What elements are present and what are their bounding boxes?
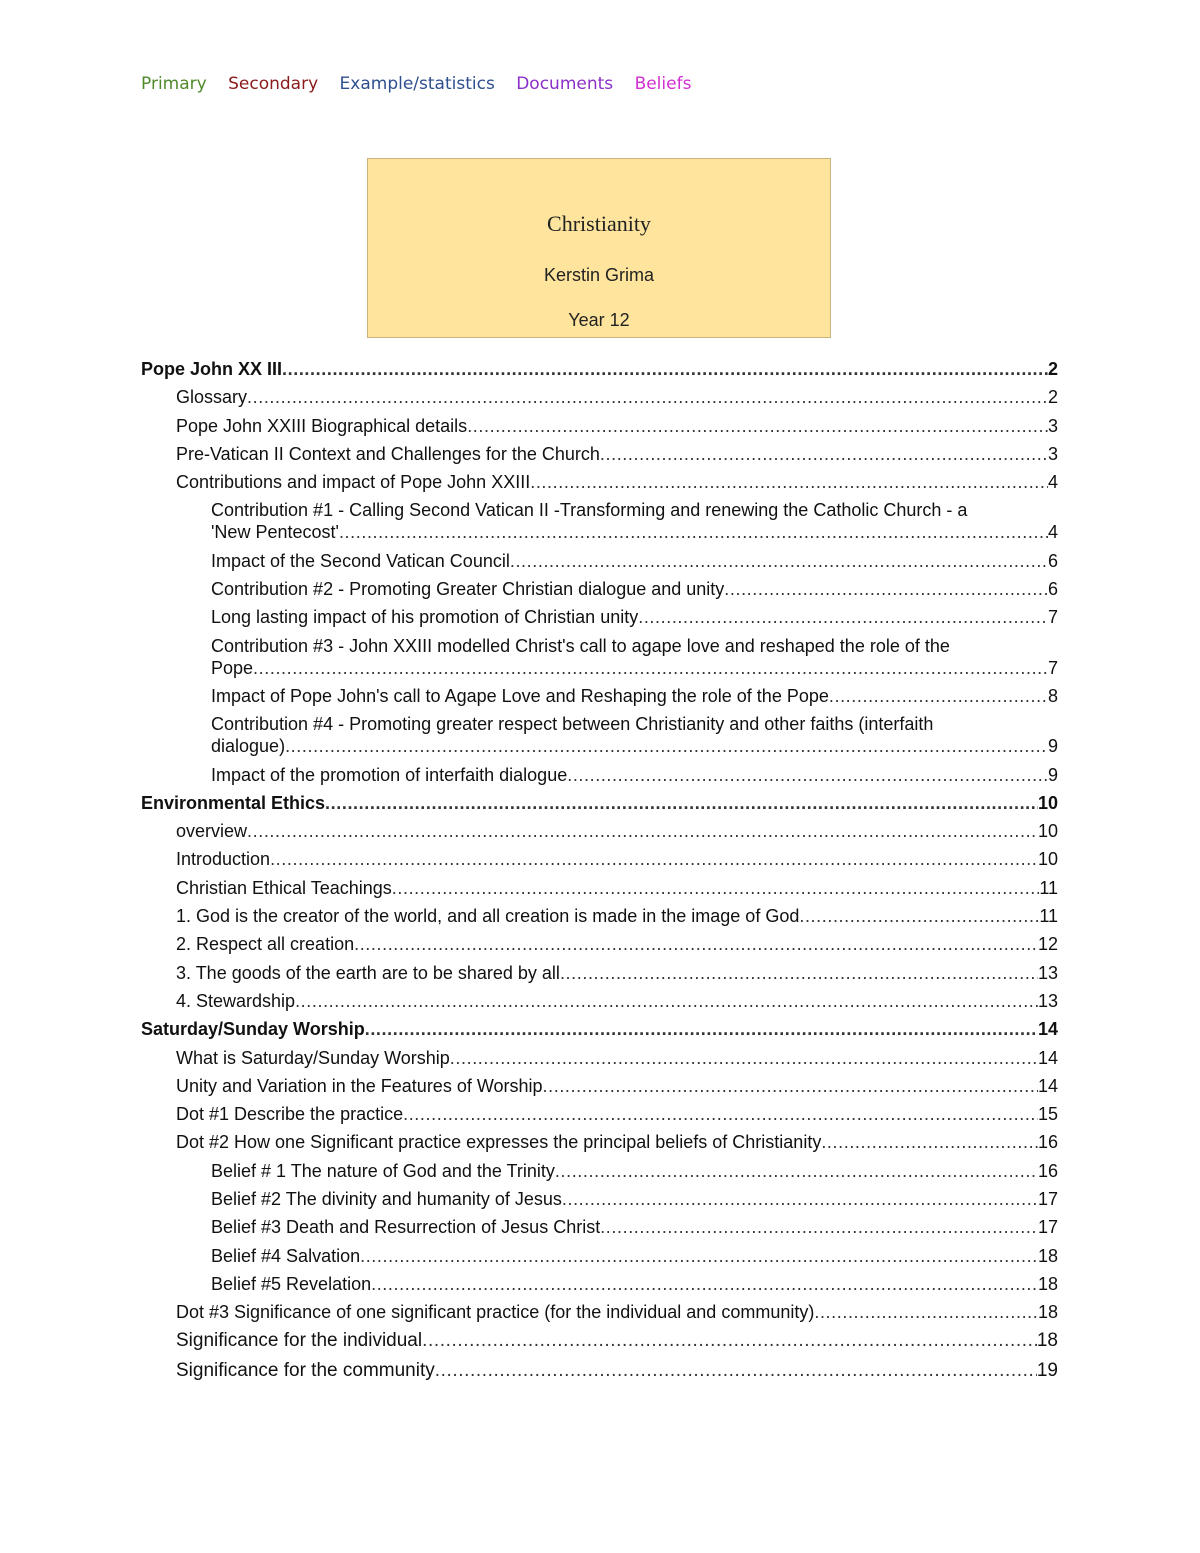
toc-entry-title: Belief #2 The divinity and humanity of Jesus — [211, 1189, 562, 1210]
toc-entry-title: Belief #3 Death and Resurrection of Jesus Christ — [211, 1217, 601, 1238]
toc-entry-title: Belief #4 Salvation — [211, 1245, 361, 1266]
dot-leader — [821, 1131, 1038, 1153]
toc-page-number: 17 — [1037, 1217, 1058, 1238]
toc-entry[interactable] — [141, 1301, 1058, 1323]
dot-leader — [510, 550, 1048, 572]
toc-entry-title: Belief # 1 The nature of God and the Trinity — [211, 1160, 555, 1181]
toc-entry[interactable] — [141, 635, 1058, 679]
toc-page-number: 19 — [1036, 1359, 1058, 1381]
dot-leader — [555, 1160, 1038, 1182]
toc-entry[interactable] — [141, 358, 1058, 380]
toc-page-number: 6 — [1047, 550, 1058, 571]
toc-page-number: 7 — [1047, 657, 1058, 678]
toc-entry[interactable] — [141, 606, 1058, 628]
dot-leader — [365, 1018, 1038, 1040]
toc-entry[interactable] — [141, 962, 1058, 984]
toc-entry[interactable] — [141, 415, 1058, 437]
toc-page-number: 14 — [1037, 1047, 1058, 1068]
toc-page-number: 18 — [1036, 1329, 1058, 1351]
toc-page-number: 12 — [1037, 934, 1058, 955]
dot-leader — [295, 990, 1038, 1012]
dot-leader — [422, 1330, 1037, 1352]
toc-entry-title: Christian Ethical Teachings — [176, 877, 392, 898]
toc-entry-title: Dot #2 How one Significant practice expresses the principal beliefs of Christianity — [176, 1132, 822, 1153]
toc-page-number: 18 — [1037, 1302, 1058, 1323]
toc-entry-title: Contribution #2 - Promoting Greater Christian dialogue and unity — [211, 579, 725, 600]
document-subject: Christianity — [547, 211, 651, 236]
toc-entry-title: 1. God is the creator of the world, and all creation is made in the image of God — [176, 906, 800, 927]
toc-entry[interactable] — [141, 1360, 1058, 1382]
toc-entry[interactable] — [141, 905, 1058, 927]
toc-entry[interactable] — [141, 877, 1058, 899]
toc-page-number: 4 — [1047, 522, 1058, 543]
toc-entry[interactable] — [141, 471, 1058, 493]
toc-entry-title: 3. The goods of the earth are to be shared by all — [176, 962, 560, 983]
toc-page-number: 9 — [1047, 764, 1058, 785]
toc-page-number: 3 — [1047, 415, 1058, 436]
toc-page-number: 6 — [1047, 579, 1058, 600]
dot-leader — [282, 358, 1048, 380]
toc-entry[interactable] — [141, 1160, 1058, 1182]
toc-entry[interactable] — [141, 1047, 1058, 1069]
toc-entry[interactable] — [141, 578, 1058, 600]
toc-entry-title: Introduction — [176, 849, 271, 870]
dot-leader — [325, 792, 1038, 814]
color-legend — [141, 74, 707, 94]
dot-leader — [450, 1047, 1038, 1069]
toc-entry[interactable] — [141, 990, 1058, 1012]
toc-page-number: 10 — [1037, 849, 1058, 870]
toc-page-number: 13 — [1037, 962, 1058, 983]
toc-entry[interactable] — [141, 713, 1058, 757]
dot-leader — [530, 471, 1048, 493]
dot-leader — [600, 1216, 1038, 1238]
toc-entry-title: Significance for the community — [176, 1359, 435, 1381]
toc-entry-title: Contributions and impact of Pope John XXIII — [176, 472, 531, 493]
dot-leader — [403, 1103, 1038, 1125]
toc-page-number: 9 — [1047, 736, 1058, 757]
toc-page-number: 14 — [1037, 1075, 1058, 1096]
toc-entry[interactable] — [141, 933, 1058, 955]
toc-entry-title: Dot #1 Describe the practice — [176, 1104, 404, 1125]
toc-page-number: 14 — [1037, 1019, 1058, 1040]
dot-leader — [270, 848, 1038, 870]
title-box — [367, 158, 831, 338]
toc-page-number: 18 — [1037, 1245, 1058, 1266]
dot-leader — [543, 1075, 1038, 1097]
toc-page-number: 18 — [1037, 1273, 1058, 1294]
dot-leader — [392, 877, 1040, 899]
dot-leader — [724, 578, 1048, 600]
toc-entry[interactable] — [141, 1245, 1058, 1267]
legend-beliefs: Beliefs — [634, 74, 692, 94]
dot-leader — [560, 962, 1038, 984]
toc-entry-title: Pre-Vatican II Context and Challenges for the Church — [176, 443, 600, 464]
dot-leader — [567, 764, 1048, 786]
toc-entry[interactable] — [141, 764, 1058, 786]
dot-leader — [562, 1188, 1038, 1210]
dot-leader — [829, 685, 1048, 707]
toc-entry-title: Significance for the individual — [176, 1329, 423, 1351]
toc-page-number: 2 — [1047, 359, 1058, 379]
legend-secondary: Secondary — [228, 74, 319, 94]
toc-entry[interactable] — [141, 499, 1058, 543]
toc-entry[interactable] — [141, 1103, 1058, 1125]
toc-entry-title: Impact of the promotion of interfaith dialogue — [211, 764, 568, 785]
toc-entry[interactable] — [141, 1273, 1058, 1295]
dot-leader — [253, 657, 1048, 679]
toc-entry-title-cont: Pope — [211, 657, 254, 678]
legend-example-statistics: Example/statistics — [339, 74, 495, 94]
toc-entry[interactable] — [141, 848, 1058, 870]
toc-page-number: 10 — [1037, 792, 1058, 813]
toc-page-number: 11 — [1039, 906, 1058, 927]
toc-page-number: 13 — [1037, 990, 1058, 1011]
legend-primary: Primary — [141, 74, 207, 94]
toc-entry-title: 2. Respect all creation — [176, 934, 355, 955]
toc-page-number: 3 — [1047, 443, 1058, 464]
dot-leader — [247, 386, 1048, 408]
toc-entry[interactable] — [141, 386, 1058, 408]
toc-entry-title: Impact of Pope John's call to Agape Love and Reshaping the role of the Pope — [211, 685, 829, 706]
toc-entry[interactable] — [141, 1018, 1058, 1040]
toc-page-number: 10 — [1037, 821, 1058, 842]
toc-entry-title: Glossary — [176, 387, 248, 408]
toc-entry-title: Long lasting impact of his promotion of Christian unity — [211, 607, 639, 628]
toc-page-number: 15 — [1037, 1104, 1058, 1125]
toc-entry-title: Pope John XX III — [141, 359, 283, 379]
toc-entry[interactable] — [141, 1330, 1058, 1352]
toc-entry-title: Pope John XXIII Biographical details — [176, 415, 468, 436]
toc-entry-title: What is Saturday/Sunday Worship — [176, 1047, 450, 1068]
toc-entry-title: Impact of the Second Vatican Council — [211, 550, 510, 571]
toc-entry[interactable] — [141, 792, 1058, 814]
toc-page-number: 11 — [1039, 877, 1058, 898]
dot-leader — [371, 1273, 1038, 1295]
toc-entry-title: Belief #5 Revelation — [211, 1273, 372, 1294]
legend-documents: Documents — [516, 74, 614, 94]
toc-page-number: 16 — [1037, 1160, 1058, 1181]
toc-entry-title: Contribution #1 - Calling Second Vatican II -Transforming and renewing the Catholic Church - a — [211, 500, 968, 521]
dot-leader — [467, 415, 1048, 437]
toc-entry[interactable] — [141, 1131, 1058, 1153]
toc-page-number: 2 — [1047, 387, 1058, 408]
toc-entry[interactable] — [141, 550, 1058, 572]
dot-leader — [247, 820, 1038, 842]
toc-entry[interactable] — [141, 685, 1058, 707]
toc-page-number: 17 — [1037, 1189, 1058, 1210]
dot-leader — [799, 905, 1039, 927]
toc-page-number: 16 — [1037, 1132, 1058, 1153]
toc-entry-title: Contribution #4 - Promoting greater respect between Christianity and other faiths (interfaith — [211, 714, 934, 735]
toc-entry-title: Saturday/Sunday Worship — [141, 1019, 365, 1040]
table-of-contents — [141, 358, 1058, 1390]
dot-leader — [360, 1245, 1038, 1267]
toc-page-number: 8 — [1047, 685, 1058, 706]
toc-entry[interactable] — [141, 443, 1058, 465]
toc-entry[interactable] — [141, 1188, 1058, 1210]
toc-entry[interactable] — [141, 1216, 1058, 1238]
toc-entry-title: Unity and Variation in the Features of Worship — [176, 1075, 543, 1096]
toc-entry-title: Contribution #3 - John XXIII modelled Christ's call to agape love and reshaped the role of the — [211, 635, 950, 656]
toc-entry-title-cont: 'New Pentecost' — [211, 522, 339, 543]
dot-leader — [339, 521, 1048, 543]
toc-page-number: 7 — [1047, 607, 1058, 628]
toc-entry-title: Environmental Ethics — [141, 792, 326, 813]
dot-leader — [638, 606, 1048, 628]
dot-leader — [600, 443, 1048, 465]
toc-entry-title-cont: dialogue) — [211, 736, 286, 757]
toc-entry-title: 4. Stewardship — [176, 990, 296, 1011]
toc-entry-title: overview — [176, 821, 248, 842]
toc-page-number: 4 — [1047, 472, 1058, 493]
toc-entry[interactable] — [141, 1075, 1058, 1097]
dot-leader — [354, 933, 1038, 955]
toc-entry-title: Dot #3 Significance of one significant practice (for the individual and community) — [176, 1302, 815, 1323]
dot-leader — [285, 735, 1048, 757]
dot-leader — [814, 1301, 1038, 1323]
document-year: Year 12 — [568, 310, 630, 330]
dot-leader — [435, 1360, 1037, 1382]
toc-entry[interactable] — [141, 820, 1058, 842]
document-author: Kerstin Grima — [543, 265, 655, 285]
